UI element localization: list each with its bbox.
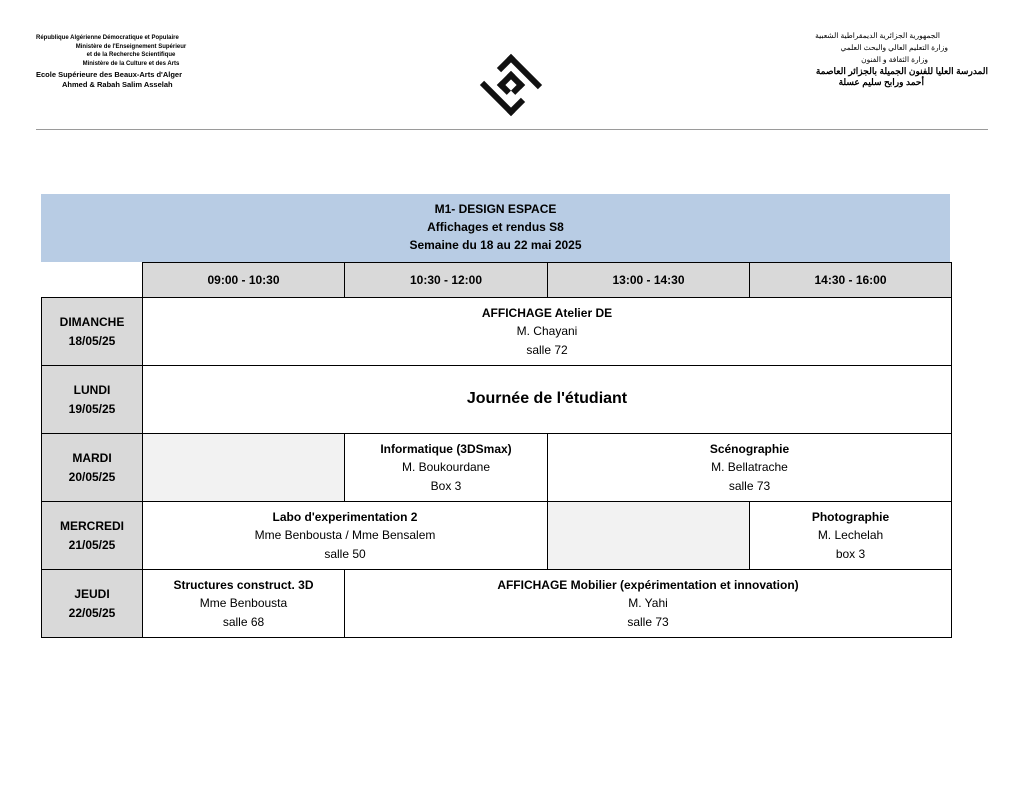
school-name: Ecole Supérieure des Beaux-Arts d'Alger: [36, 70, 182, 79]
teacher-name: M. Chayani: [516, 324, 578, 339]
session-cell: [345, 434, 548, 502]
empty-slot: [548, 502, 750, 570]
session-cell: [750, 502, 952, 570]
course-title: Scénographie: [709, 441, 790, 456]
day-name: MARDI: [72, 451, 112, 465]
event-title: Journée de l'étudiant: [466, 390, 628, 408]
school-logo: [478, 52, 544, 118]
empty-slot: [143, 434, 345, 502]
course-title: Labo d'experimentation 2: [272, 509, 418, 524]
day-row-jeudi: [42, 570, 952, 638]
corner-cell: [42, 263, 143, 298]
day-label: [42, 434, 143, 502]
teacher-name: M. Lechelah: [817, 528, 884, 543]
teacher-name: M. Yahi: [628, 596, 668, 611]
ministry-culture-ar: وزارة الثقافة و الفنون: [861, 55, 928, 64]
ministry-higher-ed-ar: وزارة التعليم العالي والبحث العلمي: [840, 43, 948, 52]
header-left-institution: [36, 34, 226, 90]
time-slot-header: 14:30 - 16:00: [750, 263, 952, 298]
school-block: [36, 70, 226, 90]
day-row-mercredi: [42, 502, 952, 570]
room-name: Box 3: [430, 478, 462, 493]
day-label: [42, 366, 143, 434]
session-cell: [143, 570, 345, 638]
event-cell: [143, 366, 952, 434]
teacher-name: Mme Benbousta / Mme Bensalem: [254, 528, 436, 543]
schedule-subtitle: Affichages et rendus S8: [427, 220, 564, 234]
day-label: [42, 298, 143, 366]
school-founders-ar: أحمد ورابح سليم عسلة: [838, 77, 924, 87]
program-title: M1- DESIGN ESPACE: [434, 202, 557, 216]
header-divider: [36, 129, 988, 130]
session-cell: [548, 434, 952, 502]
room-name: salle 73: [728, 478, 771, 493]
week-range: Semaine du 18 au 22 mai 2025: [409, 238, 582, 252]
day-row-dimanche: [42, 298, 952, 366]
day-date: 21/05/25: [68, 537, 116, 552]
day-name: DIMANCHE: [59, 315, 125, 329]
day-name: MERCREDI: [59, 519, 124, 533]
room-name: salle 68: [222, 614, 265, 629]
time-slot-header: 09:00 - 10:30: [143, 263, 345, 298]
ministry-culture: Ministère de la Culture et des Arts: [82, 60, 180, 67]
room-name: box 3: [835, 546, 866, 561]
time-slot-header: 13:00 - 14:30: [548, 263, 750, 298]
course-title: Structures construct. 3D: [173, 577, 314, 592]
republic-name-ar: الجمهورية الجزائرية الديمقراطية الشعبية: [815, 31, 940, 40]
day-name: JEUDI: [74, 587, 110, 601]
course-title: Photographie: [811, 509, 890, 524]
day-date: 18/05/25: [68, 333, 116, 348]
room-name: salle 72: [526, 342, 568, 357]
republic-name: République Algérienne Démocratique et Populaire: [36, 35, 179, 41]
course-title: Informatique (3DSmax): [380, 441, 512, 456]
school-name-ar: المدرسة العليا للفنون الجميلة بالجزائر العاصمة: [815, 66, 988, 76]
teacher-name: M. Boukourdane: [401, 460, 491, 475]
session-cell: [143, 298, 952, 366]
school-founders: Ahmed & Rabah Salim Asselah: [62, 80, 173, 89]
ministry-higher-ed: Ministère de l'Enseignement Supérieur: [75, 43, 187, 50]
day-row-mardi: [42, 434, 952, 502]
header-right-institution: [788, 30, 988, 88]
course-title: AFFICHAGE Atelier DE: [481, 305, 613, 320]
schedule-title-band: [41, 194, 950, 262]
schedule-table: [41, 262, 952, 638]
ministry-research: et de la Recherche Scientifique: [86, 52, 176, 58]
day-label: [42, 570, 143, 638]
course-title: AFFICHAGE Mobilier (expérimentation et innovation): [497, 577, 799, 592]
day-row-lundi: [42, 366, 952, 434]
day-date: 20/05/25: [68, 469, 116, 484]
room-name: salle 73: [627, 614, 669, 629]
session-cell: [345, 570, 952, 638]
day-date: 22/05/25: [68, 605, 116, 620]
time-slot-header: 10:30 - 12:00: [345, 263, 548, 298]
teacher-name: Mme Benbousta: [199, 596, 288, 611]
room-name: salle 50: [324, 546, 366, 561]
teacher-name: M. Bellatrache: [711, 460, 788, 475]
day-label: [42, 502, 143, 570]
day-name: LUNDI: [73, 383, 111, 397]
day-date: 19/05/25: [68, 401, 116, 416]
time-header-row: [42, 263, 952, 298]
session-cell: [143, 502, 548, 570]
